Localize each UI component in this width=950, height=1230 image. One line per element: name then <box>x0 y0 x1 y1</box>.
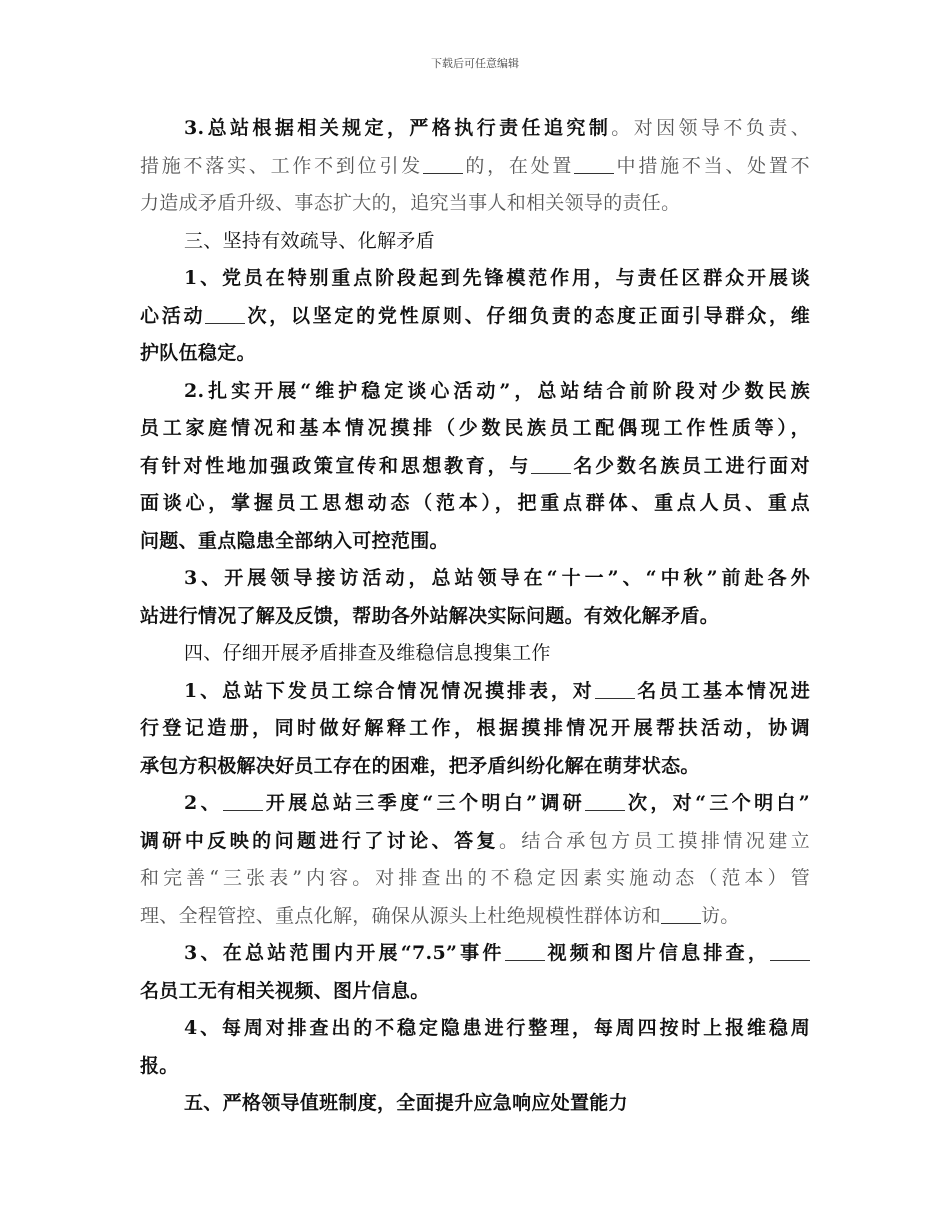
text: 名员工基本情况进 <box>634 679 810 702</box>
text: 。对因领导不负责、 <box>611 117 810 139</box>
section-heading-5: 五、严格领导值班制度，全面提升应急响应处置能力 <box>184 1092 628 1114</box>
bold-text: 3.总站根据相关规定，严格执行责任追究制 <box>184 117 612 139</box>
paragraph-line <box>140 673 810 711</box>
paragraph-line <box>140 598 810 636</box>
text: 1、总站下发员工综合情况情况摸排表，对 <box>184 679 595 702</box>
paragraph-line <box>140 485 810 523</box>
text: 。结合承包方员工摸排情况建立 <box>499 829 810 852</box>
text: 心活动 <box>140 304 206 327</box>
paragraph-line <box>140 898 810 936</box>
paragraph-line <box>140 373 810 411</box>
fill-blank <box>770 941 810 961</box>
text: 的，在处置 <box>462 154 575 177</box>
text: 视频和图片信息排查， <box>544 942 771 964</box>
text: 理、全程管控、重点化解，确保从源头上杜绝规模性群体访和 <box>140 904 662 927</box>
text: 面谈心，掌握员工思想动态（范本），把重点群体、重点人员、重点 <box>140 492 810 514</box>
paragraph-line <box>140 148 810 186</box>
text: 中措施不当、处置不 <box>614 154 810 177</box>
paragraph-line <box>140 185 810 223</box>
paragraph-line <box>140 973 810 1011</box>
paragraph-line <box>140 935 810 973</box>
paragraph-line <box>140 710 810 748</box>
text: 2、 <box>184 792 223 814</box>
text: 名少数名族员工进行面对 <box>570 454 810 477</box>
text: 1、党员在特别重点阶段起到先锋模范作用，与责任区群众开展谈 <box>184 267 810 289</box>
text: 力造成矛盾升级、事态扩大的，追究当事人和相关领导的责任。 <box>140 192 681 214</box>
text: 护队伍稳定。 <box>140 342 256 364</box>
fill-blank <box>531 454 571 474</box>
text: 开展总站三季度“三个明白”调研 <box>262 792 586 814</box>
paragraph-line <box>140 1048 810 1086</box>
paragraph-line <box>140 785 810 823</box>
text: 措施不落实、工作不到位引发 <box>140 154 423 177</box>
paragraph-line <box>140 748 810 786</box>
text: 次，对“三个明白” <box>624 792 811 814</box>
paragraph-line <box>140 298 810 336</box>
fill-blank <box>595 679 635 699</box>
paragraph-line <box>140 335 810 373</box>
page-header: 下载后可任意编辑 <box>431 57 519 70</box>
text: 访。 <box>701 904 740 927</box>
fill-blank <box>585 791 625 811</box>
text: 员工家庭情况和基本情况摸排（少数民族员工配偶现工作性质等）， <box>140 417 810 439</box>
text: 和完善“三张表”内容。对排查出的不稳定因素实施动态（范本）管 <box>140 867 810 889</box>
paragraph-line <box>140 110 810 148</box>
paragraph-line <box>140 410 810 448</box>
fill-blank <box>205 304 245 324</box>
fill-blank <box>574 154 614 174</box>
fill-blank <box>661 904 701 924</box>
text: 名员工无有相关视频、图片信息。 <box>140 979 430 1002</box>
text: 行登记造册，同时做好解释工作，根据摸排情况开展帮扶活动，协调 <box>140 717 810 739</box>
text: 承包方积极解决好员工存在的困难，把矛盾纠纷化解在萌芽状态。 <box>140 754 700 777</box>
paragraph-line <box>140 260 810 298</box>
text: 3、在总站范围内开展“7.5”事件 <box>184 942 505 964</box>
text: 报。 <box>140 1054 179 1077</box>
section-heading-4: 四、仔细开展矛盾排查及维稳信息搜集工作 <box>184 642 551 664</box>
paragraph-line <box>140 823 810 861</box>
paragraph-line <box>140 560 810 598</box>
text: 3、开展领导接访活动，总站领导在“十一”、“中秋”前赴各外 <box>184 567 810 589</box>
paragraph-line <box>140 860 810 898</box>
bold-text: 调研中反映的问题进行了讨论、答复 <box>140 829 499 852</box>
fill-blank <box>505 941 545 961</box>
text: 4、每周对排查出的不稳定隐患进行整理，每周四按时上报维稳周 <box>184 1017 810 1039</box>
section-heading-3: 三、坚持有效疏导、化解矛盾 <box>184 229 435 252</box>
fill-blank <box>223 791 263 811</box>
text: 站进行情况了解及反馈，帮助各外站解决实际问题。有效化解矛盾。 <box>140 604 720 627</box>
fill-blank <box>423 154 463 174</box>
text: 问题、重点隐患全部纳入可控范围。 <box>140 529 449 552</box>
paragraph-line <box>140 523 810 561</box>
document-body <box>140 110 810 1123</box>
text: 有针对性地加强政策宣传和思想教育，与 <box>140 454 532 477</box>
text: 2.扎实开展“维护稳定谈心活动”，总站结合前阶段对少数民族 <box>184 379 810 402</box>
text: 次，以坚定的党性原则、仔细负责的态度正面引导群众，维 <box>245 304 810 327</box>
paragraph-line <box>140 448 810 486</box>
paragraph-line <box>140 1010 810 1048</box>
